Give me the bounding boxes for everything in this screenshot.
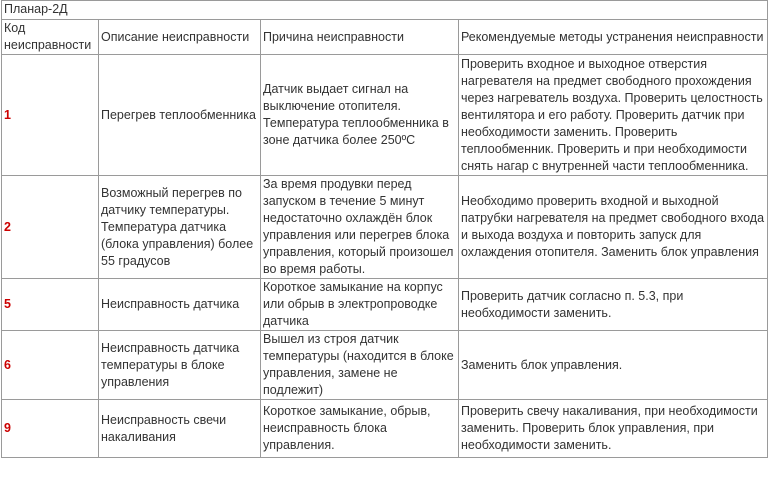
table-row <box>2 279 768 331</box>
table-caption: Планар-2Д <box>2 1 768 20</box>
fault-description: Неисправность датчика <box>99 279 261 331</box>
fault-remedy: Проверить входное и выходное отверстия нагревателя на предмет свободного прохождения через нагреватель воздуха. Проверить целостность вентилятора и его работу. Проверить датчик при необходимости заменить. Проверить теплообменник. Проверить и при необходимости снять нагар с внутренней части теплообменника. <box>459 55 768 176</box>
fault-cause: Датчик выдает сигнал на выключение отопителя. Температура теплообменника в зоне датчика более 250ºС <box>261 55 459 176</box>
table-row <box>2 331 768 400</box>
fault-codes-table <box>1 0 768 458</box>
header-code: Код неисправности <box>2 20 99 55</box>
fault-code: 1 <box>2 55 99 176</box>
header-remedy: Рекомендуемые методы устранения неисправности <box>459 20 768 55</box>
fault-cause: Короткое замыкание на корпус или обрыв в электропроводке датчика <box>261 279 459 331</box>
header-row <box>2 20 768 55</box>
fault-code: 2 <box>2 176 99 279</box>
table-row <box>2 400 768 458</box>
fault-code: 5 <box>2 279 99 331</box>
fault-code: 9 <box>2 400 99 458</box>
fault-remedy: Проверить свечу накаливания, при необходимости заменить. Проверить блок управления, при необходимости заменить. <box>459 400 768 458</box>
fault-cause: Короткое замыкание, обрыв, неисправность блока управления. <box>261 400 459 458</box>
table-row <box>2 176 768 279</box>
fault-remedy: Необходимо проверить входной и выходной патрубки нагревателя на предмет свободного входа и выхода воздуха и повторить запуск для охлаждения отопителя. Заменить блок управления <box>459 176 768 279</box>
fault-description: Неисправность датчика температуры в блоке управления <box>99 331 261 400</box>
fault-cause: Вышел из строя датчик температуры (находится в блоке управления, замене не подлежит) <box>261 331 459 400</box>
fault-description: Перегрев теплообменника <box>99 55 261 176</box>
fault-description: Возможный перегрев по датчику температуры. Температура датчика (блока управления) более 55 градусов <box>99 176 261 279</box>
table-row <box>2 55 768 176</box>
fault-remedy: Заменить блок управления. <box>459 331 768 400</box>
header-cause: Причина неисправности <box>261 20 459 55</box>
fault-code: 6 <box>2 331 99 400</box>
fault-description: Неисправность свечи накаливания <box>99 400 261 458</box>
fault-remedy: Проверить датчик согласно п. 5.3, при необходимости заменить. <box>459 279 768 331</box>
caption-row <box>2 1 768 20</box>
fault-cause: За время продувки перед запуском в течение 5 минут недостаточно охлаждён блок управления или перегрев блока управления, который произошел во время работы. <box>261 176 459 279</box>
header-description: Описание неисправности <box>99 20 261 55</box>
